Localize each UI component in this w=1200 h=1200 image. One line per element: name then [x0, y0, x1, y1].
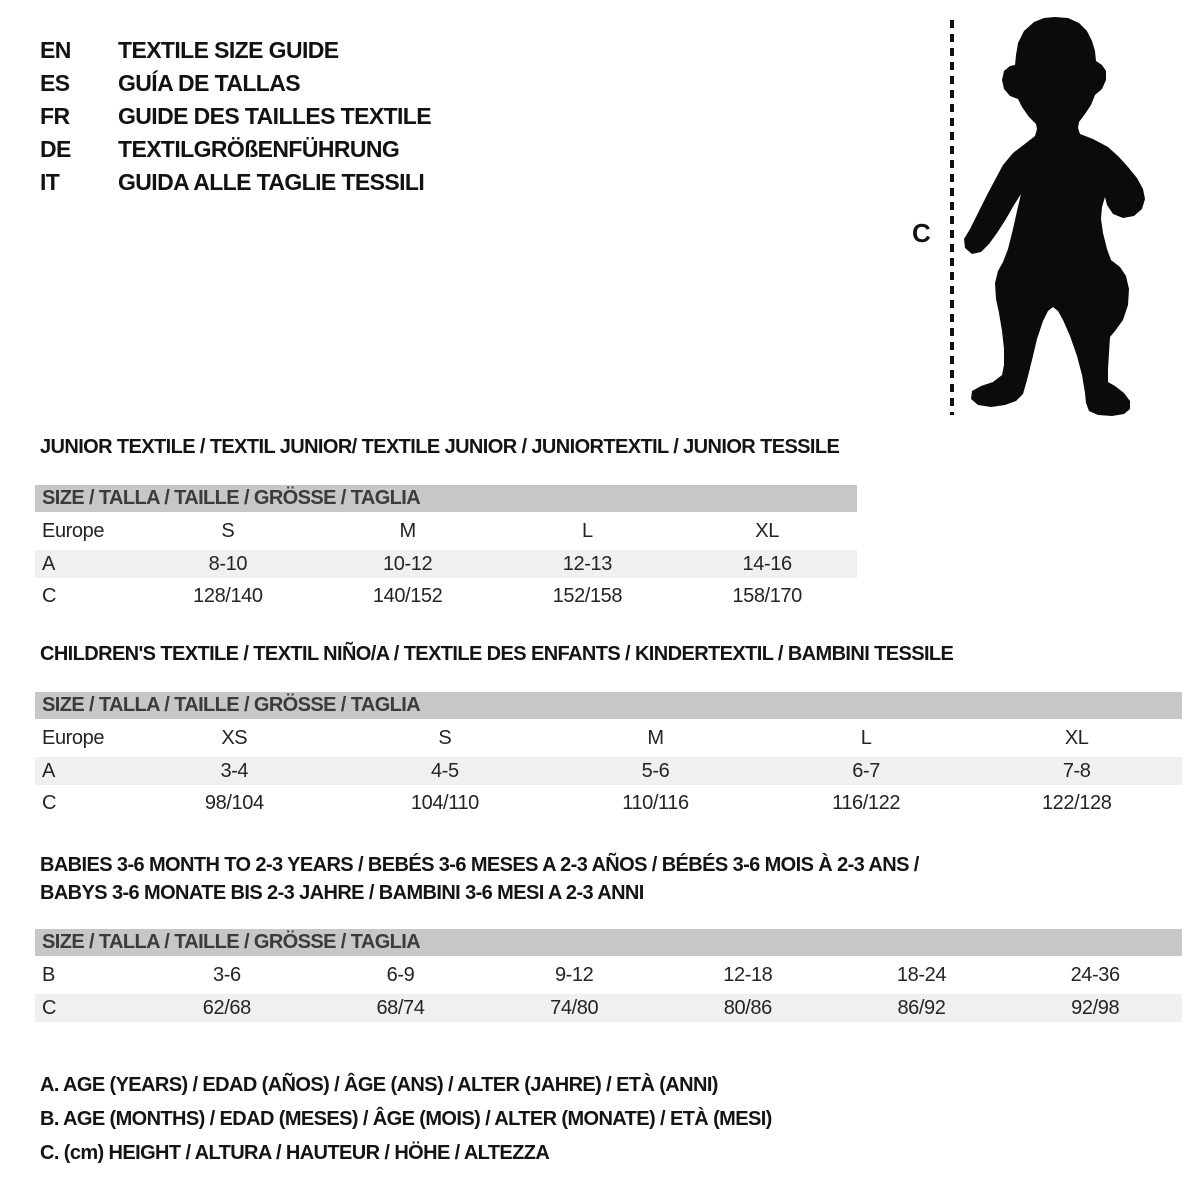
language-title-block — [40, 34, 431, 199]
table-cell: 158/170 — [732, 584, 802, 607]
babies-title-line1: BABIES 3-6 MONTH TO 2-3 YEARS / BEBÉS 3-6 MESES A 2-3 AÑOS / BÉBÉS 3-6 MOIS À 2-3 ANS / — [40, 853, 919, 876]
babies-section-title — [40, 851, 919, 907]
lang-code-es: ES — [40, 70, 70, 96]
table-cell: 24-36 — [1070, 963, 1120, 986]
babies-title-line2: BABYS 3-6 MONATE BIS 2-3 JAHRE / BAMBINI 3-6 MESI A 2-3 ANNI — [40, 881, 644, 904]
table-cell: 128/140 — [193, 584, 263, 607]
table-row — [35, 785, 1182, 821]
table-cell: 7-8 — [1062, 759, 1091, 782]
table-cell: 3-4 — [220, 759, 249, 782]
size-header-text: SIZE / TALLA / TAILLE / GRÖSSE / TAGLIA — [42, 487, 421, 509]
table-cell: 98/104 — [204, 791, 264, 814]
table-row — [35, 512, 857, 550]
toddler-silhouette-icon — [964, 17, 1145, 416]
table-cell: 12-18 — [723, 963, 773, 986]
measure-legend — [40, 1068, 772, 1170]
table-row — [35, 550, 857, 578]
lang-title-de: TEXTILGRÖßENFÜHRUNG — [118, 136, 400, 162]
junior-size-header-bar — [35, 485, 857, 512]
table-cell: L — [860, 726, 872, 749]
lang-row-es — [40, 67, 431, 100]
lang-row-it — [40, 166, 431, 199]
lang-code-it: IT — [40, 169, 60, 195]
row-label: A — [42, 552, 55, 575]
size-header-text: SIZE / TALLA / TAILLE / GRÖSSE / TAGLIA — [42, 931, 421, 953]
junior-size-table — [35, 485, 857, 614]
row-label: Europe — [42, 519, 105, 542]
row-label: Europe — [42, 726, 105, 749]
table-cell: XS — [221, 726, 248, 749]
table-cell: 6-9 — [386, 963, 415, 986]
table-cell: 68/74 — [376, 996, 425, 1019]
table-cell: S — [438, 726, 452, 749]
table-cell: XL — [1064, 726, 1089, 749]
row-label: C — [42, 584, 57, 607]
table-cell: 9-12 — [554, 963, 594, 986]
children-section-title: CHILDREN'S TEXTILE / TEXTIL NIÑO/A / TEXTILE DES ENFANTS / KINDERTEXTIL / BAMBINI TESSILE — [40, 643, 954, 665]
row-label: A — [42, 759, 55, 782]
row-label: C — [42, 791, 57, 814]
children-size-table — [35, 692, 1182, 821]
table-cell: 3-6 — [212, 963, 241, 986]
lang-code-de: DE — [40, 136, 71, 162]
lang-title-fr: GUIDE DES TAILLES TEXTILE — [118, 103, 431, 129]
table-cell: 5-6 — [641, 759, 670, 782]
lang-title-es: GUÍA DE TALLAS — [118, 70, 300, 96]
height-measure-label: C — [912, 218, 931, 248]
table-cell: 14-16 — [742, 552, 792, 575]
lang-row-fr — [40, 100, 431, 133]
lang-title-en: TEXTILE SIZE GUIDE — [118, 37, 339, 63]
table-row — [35, 956, 1182, 994]
table-row — [35, 994, 1182, 1022]
table-cell: 152/158 — [552, 584, 623, 607]
table-cell: 6-7 — [852, 759, 880, 782]
table-cell: 140/152 — [372, 584, 443, 607]
size-header-text: SIZE / TALLA / TAILLE / GRÖSSE / TAGLIA — [42, 694, 421, 716]
table-row — [35, 578, 857, 614]
row-label: C — [42, 996, 57, 1019]
table-cell: 92/98 — [1071, 996, 1120, 1019]
table-cell: 122/128 — [1041, 791, 1112, 814]
table-cell: 8-10 — [208, 552, 248, 575]
table-cell: L — [582, 519, 593, 542]
table-cell: M — [647, 726, 664, 749]
table-cell: XL — [755, 519, 779, 542]
legend-line-a: A. AGE (YEARS) / EDAD (AÑOS) / ÂGE (ANS) / ALTER (JAHRE) / ETÀ (ANNI) — [40, 1073, 718, 1096]
babies-size-table — [35, 929, 1182, 1022]
legend-line-b: B. AGE (MONTHS) / EDAD (MESES) / ÂGE (MOIS) / ALTER (MONATE) / ETÀ (MESI) — [40, 1107, 772, 1130]
table-cell: M — [399, 519, 416, 542]
table-cell: S — [221, 519, 235, 542]
baby-height-figure — [895, 5, 1165, 425]
table-cell: 62/68 — [202, 996, 251, 1019]
junior-section-title: JUNIOR TEXTILE / TEXTIL JUNIOR/ TEXTILE JUNIOR / JUNIORTEXTIL / JUNIOR TESSILE — [40, 436, 840, 458]
babies-size-header-bar — [35, 929, 1182, 956]
table-cell: 12-13 — [562, 552, 612, 575]
legend-line-c: C. (cm) HEIGHT / ALTURA / HAUTEUR / HÖHE / ALTEZZA — [40, 1141, 550, 1164]
table-cell: 110/116 — [622, 791, 689, 814]
children-size-header-bar — [35, 692, 1182, 719]
table-cell: 4-5 — [431, 759, 459, 782]
table-row — [35, 757, 1182, 785]
lang-row-en — [40, 34, 431, 67]
table-cell: 74/80 — [550, 996, 599, 1019]
table-cell: 18-24 — [896, 963, 947, 986]
table-cell: 104/110 — [410, 791, 479, 814]
lang-code-fr: FR — [40, 103, 70, 129]
lang-code-en: EN — [40, 37, 71, 63]
table-row — [35, 719, 1182, 757]
lang-row-de — [40, 133, 431, 166]
table-cell: 80/86 — [723, 996, 772, 1019]
table-cell: 116/122 — [832, 791, 901, 814]
row-label: B — [42, 963, 55, 986]
table-cell: 10-12 — [383, 552, 433, 575]
table-cell: 86/92 — [897, 996, 946, 1019]
lang-title-it: GUIDA ALLE TAGLIE TESSILI — [118, 169, 425, 195]
